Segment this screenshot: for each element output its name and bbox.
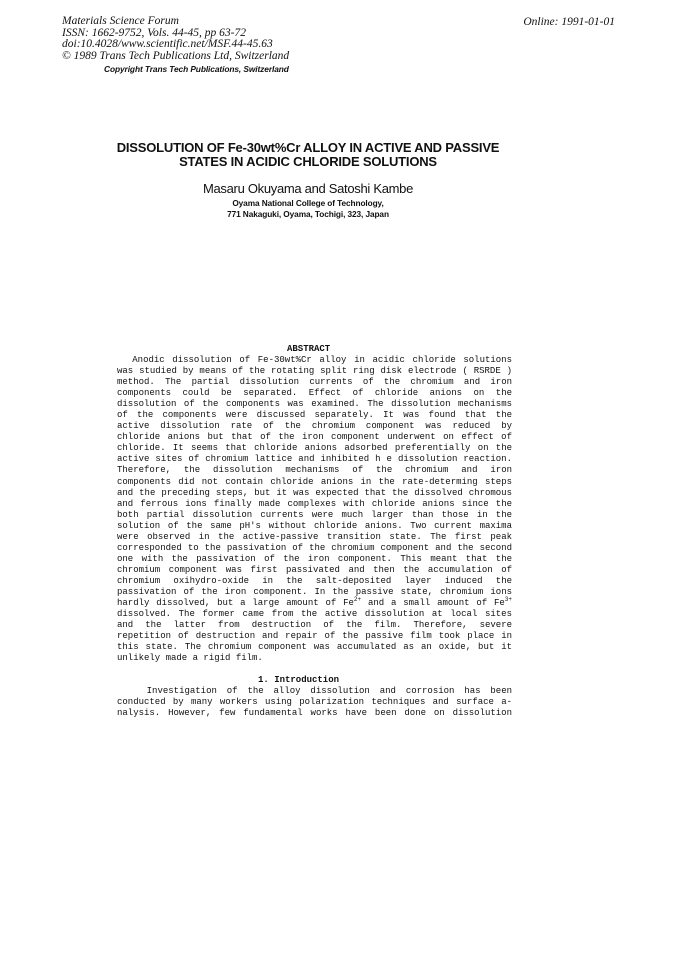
abstract-heading: ABSTRACT bbox=[287, 344, 331, 354]
abstract-line: components did not contain chloride anions in the rate-determing steps bbox=[117, 476, 512, 487]
introduction-line: nalysis. However, few fundamental works have been done on dissolution bbox=[117, 708, 512, 719]
abstract-body bbox=[117, 355, 512, 664]
abstract-line: and ferrous ions finally made complexes with chloride anions since the bbox=[117, 498, 512, 509]
abstract-line: Therefore, the dissolution mechanisms of the chromium and iron bbox=[117, 465, 512, 476]
abstract-line: and the latter from destruction of the film. Therefore, severe bbox=[117, 620, 512, 631]
abstract-line: repetition of destruction and repair of the passive film took place in bbox=[117, 631, 512, 642]
abstract-line: one with the passivation of the iron component. This meant that the bbox=[117, 553, 512, 564]
abstract-line: method. The partial dissolution currents of the chromium and iron bbox=[117, 377, 512, 388]
abstract-line: dissolution of the components was examined. The dissolution mechanisms bbox=[117, 399, 512, 410]
copyright-line: Copyright Trans Tech Publications, Switzerland bbox=[104, 63, 289, 74]
introduction-heading: 1. Introduction bbox=[258, 675, 340, 685]
abstract-line: chloride. It seems that chloride anions adsorbed preferentially on the bbox=[117, 443, 512, 454]
affiliation-line: 771 Nakaguki, Oyama, Tochigi, 323, Japan bbox=[227, 209, 389, 219]
abstract-line: passivation of the iron component. In the passive state, chromium ions bbox=[117, 586, 512, 597]
authors: Masaru Okuyama and Satoshi Kambe bbox=[202, 181, 414, 196]
publisher-line: © 1989 Trans Tech Publications Ltd, Switzerland bbox=[62, 50, 290, 63]
abstract-line: chromium component was first passivated and then the accumulation of bbox=[117, 564, 512, 575]
abstract-line: hardly dissolved, but a large amount of $Fe^{2+}$ and a small amount of $Fe^{3+}$ bbox=[117, 596, 512, 609]
abstract-line: Anodic dissolution of Fe-30wt%Cr alloy in acidic chloride solutions bbox=[117, 355, 512, 365]
abstract-line: active dissolution rate of the chromium component was reduced by bbox=[117, 421, 512, 432]
abstract-line: active sites of chromium lattice and inhibited h e dissolution reaction. bbox=[117, 454, 512, 465]
abstract-line: both partial dissolution currents were much larger than those in the bbox=[117, 509, 512, 520]
paper-title bbox=[100, 141, 516, 169]
journal-name: Materials Science Forum bbox=[62, 15, 179, 27]
abstract-line: were observed in the active-passive transition state. The first peak bbox=[117, 531, 512, 542]
journal-header bbox=[62, 16, 289, 76]
abstract-line: was studied by means of the rotating split ring disk electrode ( RSRDE ) bbox=[117, 366, 512, 377]
issn-line: ISSN: 1662-9752, Vols. 44-45, pp 63-72 bbox=[62, 26, 246, 39]
online-date: Online: 1991-01-01 bbox=[523, 16, 615, 28]
introduction-body bbox=[117, 686, 512, 719]
abstract-line: dissolved. The former came from the active dissolution at local sites bbox=[117, 609, 512, 620]
title-line: DISSOLUTION OF Fe-30wt%Cr ALLOY IN ACTIVE AND PASSIVE bbox=[116, 140, 500, 155]
title-line: STATES IN ACIDIC CHLORIDE SOLUTIONS bbox=[179, 154, 437, 169]
abstract-line: chloride anions but that of the iron component underwent on effect of bbox=[117, 432, 512, 443]
doi-line: doi:10.4028/www.scientific.net/MSF.44-45.63 bbox=[62, 38, 273, 51]
abstract-line: chromium oxihydro-oxide in the salt-deposited layer induced the bbox=[117, 575, 512, 586]
abstract-line: components could be separated. Effect of chloride anions on the bbox=[117, 388, 512, 399]
abstract-line: corresponded to the passivation of the chromium component and the second bbox=[117, 542, 512, 553]
abstract-line: of the components were discussed separately. It was found that the bbox=[117, 410, 512, 421]
introduction-line: conducted by many workers using polarization techniques and surface a- bbox=[117, 697, 512, 708]
introduction-line: Investigation of the alloy dissolution and corrosion has been bbox=[117, 686, 512, 696]
affiliation-line: Oyama National College of Technology, bbox=[232, 198, 384, 208]
abstract-line: this state. The chromium component was accumulated as an oxide, but it bbox=[117, 642, 512, 653]
affiliation bbox=[100, 198, 516, 220]
abstract-line: solution of the same pH's without chloride anions. Two current maxima bbox=[117, 520, 512, 531]
abstract-line: unlikely made a rigid film. bbox=[117, 653, 263, 664]
abstract-line: and the preceding steps, but it was expected that the dissolved chromous bbox=[117, 487, 512, 498]
